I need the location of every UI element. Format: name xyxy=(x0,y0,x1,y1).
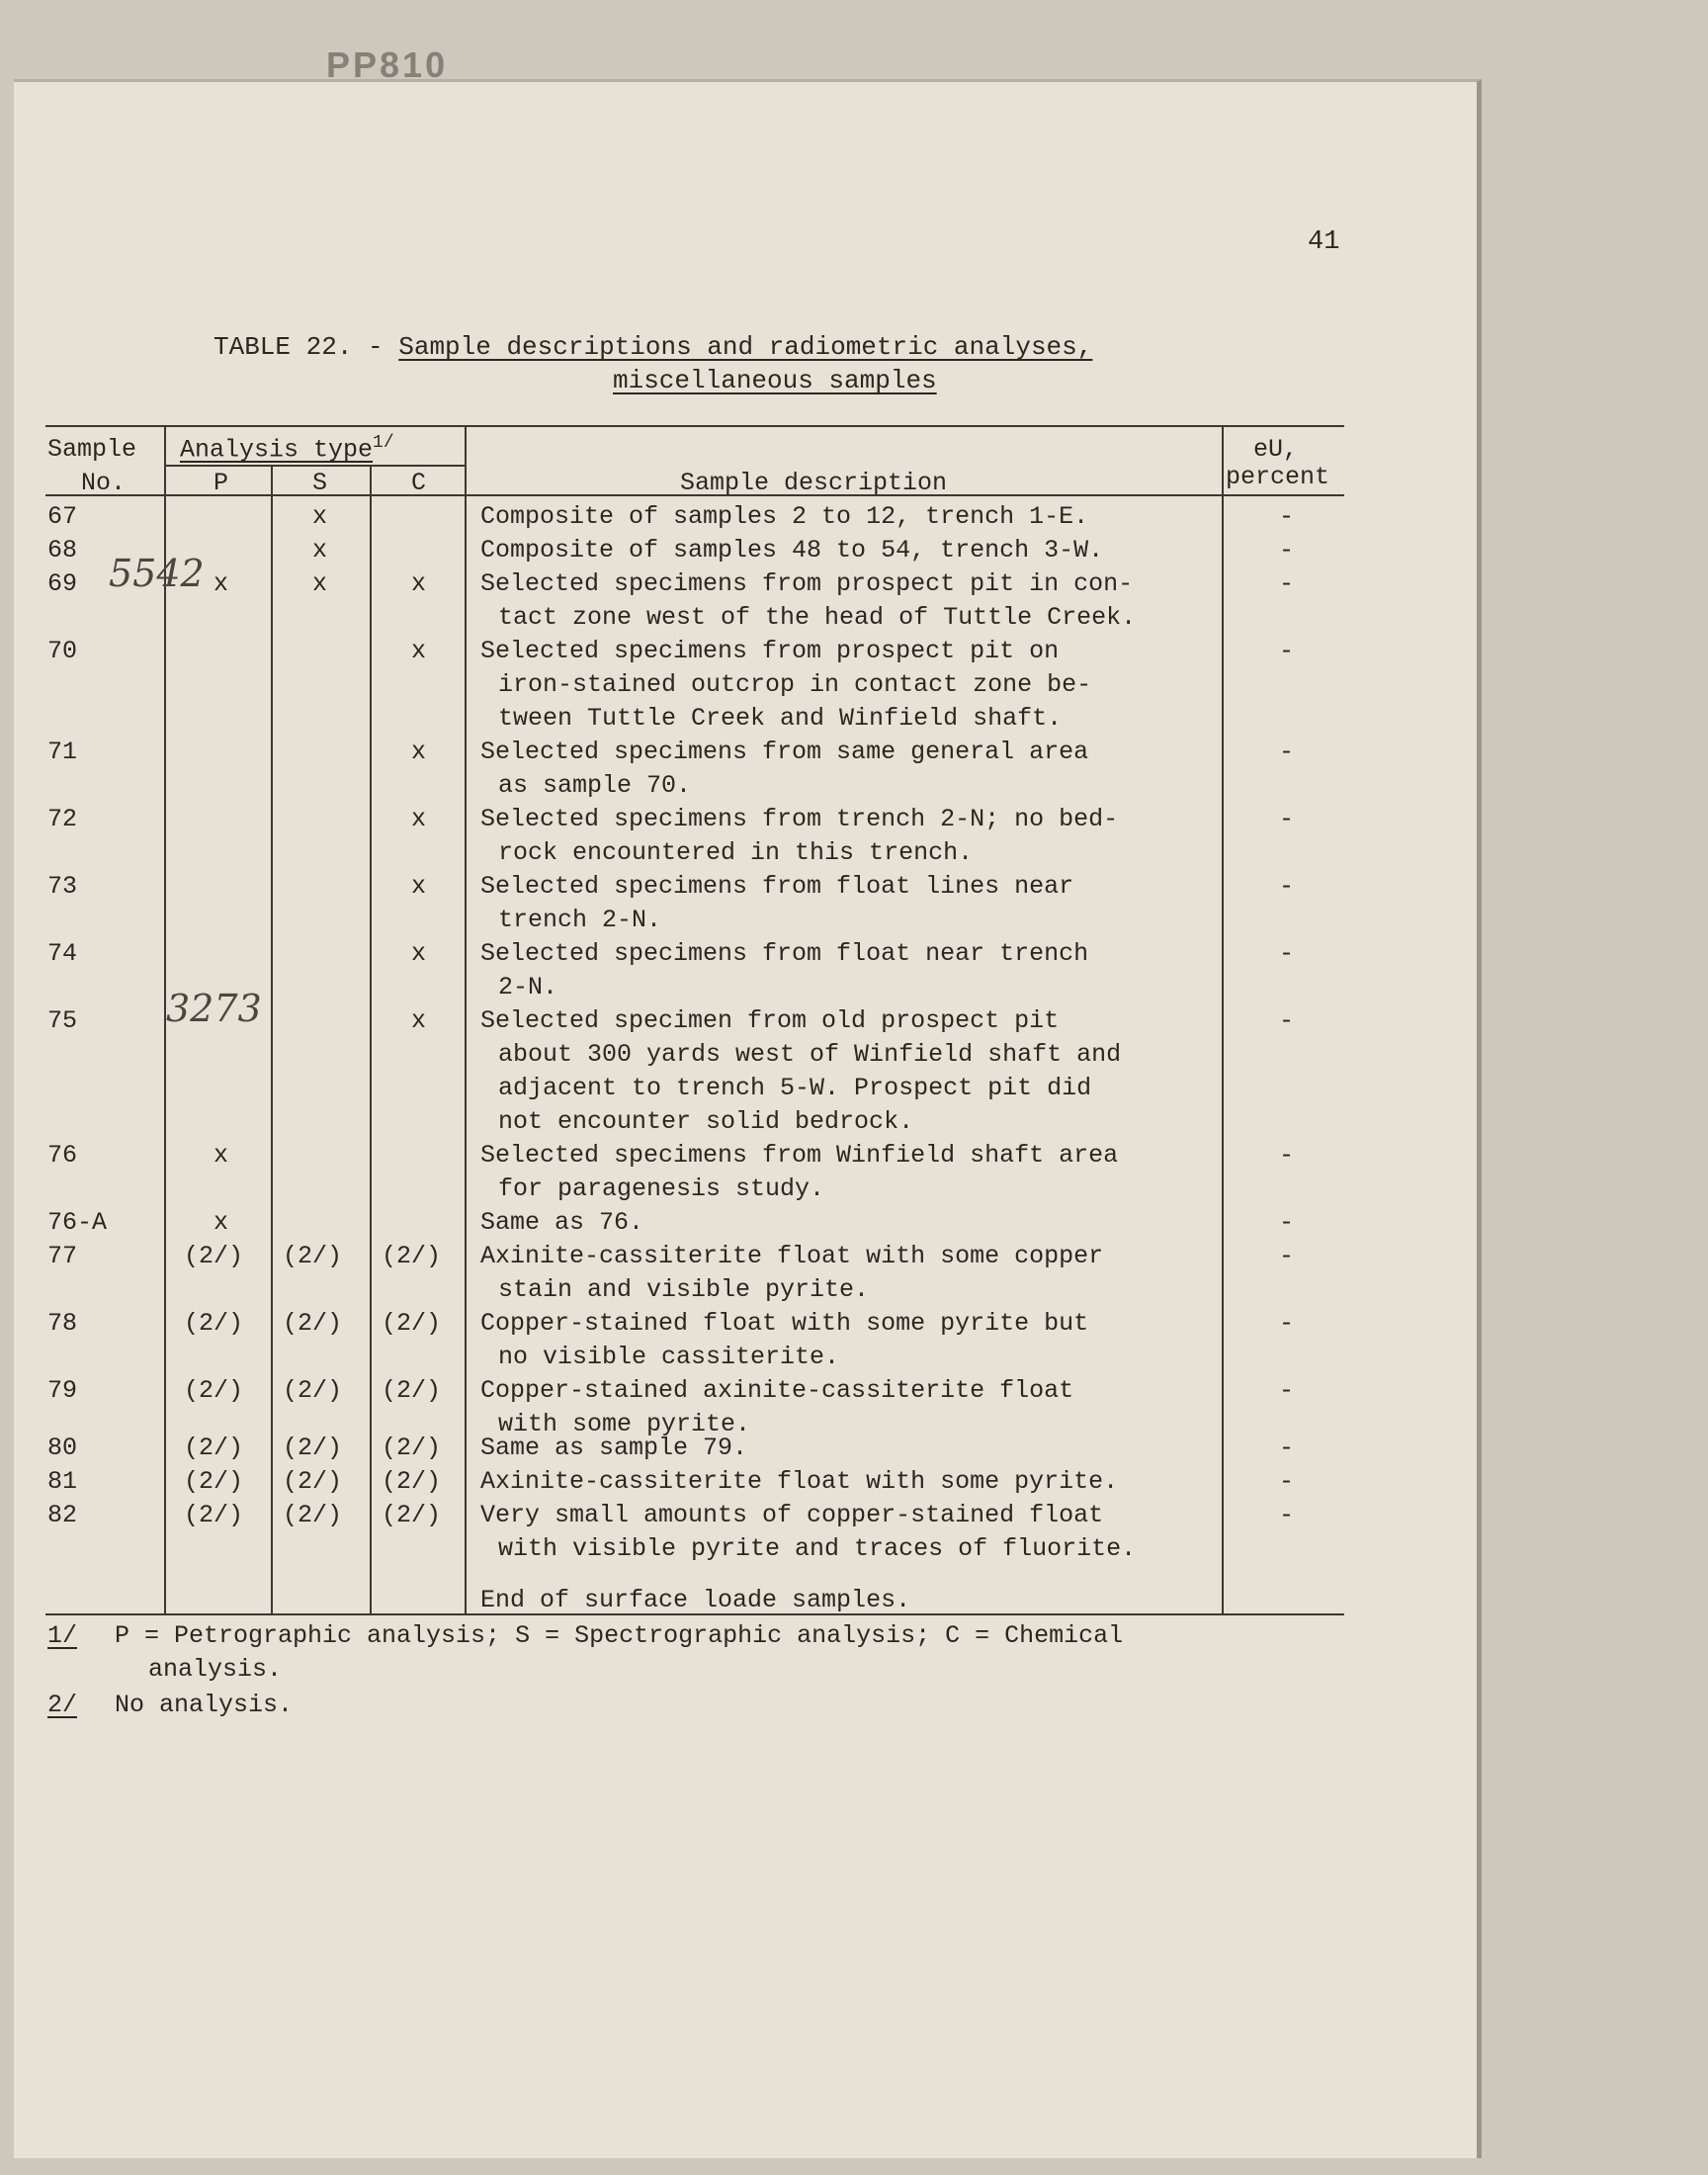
description-line: Axinite-cassiterite float with some copper xyxy=(480,1242,1104,1270)
analysis-c: x xyxy=(411,939,427,968)
analysis-p: (2/) xyxy=(184,1467,244,1496)
eu-percent: - xyxy=(1279,738,1295,766)
analysis-s: (2/) xyxy=(283,1501,343,1529)
sample-description xyxy=(480,1307,1232,1374)
header-eu: eU, xyxy=(1253,435,1299,464)
sample-description xyxy=(480,635,1232,736)
eu-percent: - xyxy=(1279,1309,1295,1338)
analysis-c: (2/) xyxy=(382,1434,442,1462)
analysis-p: x xyxy=(214,1141,229,1170)
description-line: not encounter solid bedrock. xyxy=(498,1107,914,1136)
footnote-2-mark: 2/ xyxy=(47,1691,78,1719)
analysis-c: x xyxy=(411,1006,427,1035)
description-line: Composite of samples 48 to 54, trench 3-W. xyxy=(480,536,1104,565)
sample-number: 72 xyxy=(47,805,78,833)
eu-percent: - xyxy=(1279,939,1295,968)
footnote-1-text: P = Petrographic analysis; S = Spectrographic analysis; C = Chemical xyxy=(115,1621,1124,1650)
description-line: tact zone west of the head of Tuttle Creek. xyxy=(498,603,1137,632)
analysis-s: (2/) xyxy=(283,1434,343,1462)
eu-percent: - xyxy=(1279,1434,1295,1462)
description-line: Selected specimens from prospect pit in con- xyxy=(480,569,1134,598)
analysis-c: x xyxy=(411,805,427,833)
description-line: Composite of samples 2 to 12, trench 1-E. xyxy=(480,502,1089,531)
sample-description xyxy=(480,1240,1232,1307)
footnote-1-text-cont: analysis. xyxy=(148,1655,283,1684)
analysis-c: (2/) xyxy=(382,1242,442,1270)
eu-percent: - xyxy=(1279,569,1295,598)
eu-percent: - xyxy=(1279,1208,1295,1237)
description-line: Same as 76. xyxy=(480,1208,644,1237)
description-line: tween Tuttle Creek and Winfield shaft. xyxy=(498,704,1063,733)
description-line: no visible cassiterite. xyxy=(498,1343,840,1371)
eu-percent: - xyxy=(1279,1006,1295,1035)
sample-number: 71 xyxy=(47,738,78,766)
sample-number: 79 xyxy=(47,1376,78,1405)
sample-number: 82 xyxy=(47,1501,78,1529)
sample-description xyxy=(480,736,1232,803)
footnote-1-mark: 1/ xyxy=(47,1621,78,1650)
description-line: Selected specimens from same general area xyxy=(480,738,1089,766)
table-top-rule xyxy=(45,425,1344,427)
sample-description xyxy=(480,803,1232,870)
analysis-c: x xyxy=(411,637,427,665)
header-s: S xyxy=(312,469,328,497)
description-line: adjacent to trench 5-W. Prospect pit did xyxy=(498,1074,1092,1102)
eu-percent: - xyxy=(1279,872,1295,901)
sample-description xyxy=(480,1206,1232,1240)
analysis-p: (2/) xyxy=(184,1434,244,1462)
analysis-s: (2/) xyxy=(283,1376,343,1405)
sample-number: 78 xyxy=(47,1309,78,1338)
sample-number: 68 xyxy=(47,536,78,565)
eu-percent: - xyxy=(1279,1141,1295,1170)
analysis-p: (2/) xyxy=(184,1376,244,1405)
analysis-s: (2/) xyxy=(283,1242,343,1270)
analysis-p: x xyxy=(214,569,229,598)
description-line: trench 2-N. xyxy=(498,906,662,934)
analysis-p: (2/) xyxy=(184,1309,244,1338)
table-title xyxy=(214,332,1092,362)
header-description: Sample description xyxy=(680,469,948,497)
sample-number: 75 xyxy=(47,1006,78,1035)
sample-number: 69 xyxy=(47,569,78,598)
analysis-p: (2/) xyxy=(184,1242,244,1270)
page-number: 41 xyxy=(1308,227,1340,257)
description-line: Copper-stained float with some pyrite but xyxy=(480,1309,1089,1338)
sample-description xyxy=(480,1139,1232,1206)
description-line: Very small amounts of copper-stained float xyxy=(480,1501,1104,1529)
sample-description xyxy=(480,1004,1232,1139)
description-line: Copper-stained axinite-cassiterite float xyxy=(480,1376,1074,1405)
analysis-p: (2/) xyxy=(184,1501,244,1529)
analysis-c: (2/) xyxy=(382,1501,442,1529)
column-divider-s xyxy=(370,465,372,1613)
description-line: about 300 yards west of Winfield shaft and xyxy=(498,1040,1122,1069)
table-title-line1: Sample descriptions and radiometric analyses, xyxy=(398,332,1093,362)
analysis-p: x xyxy=(214,1208,229,1237)
sample-description xyxy=(480,534,1232,567)
eu-percent: - xyxy=(1279,1501,1295,1529)
sample-description xyxy=(480,1465,1232,1499)
table-title-label: TABLE 22. - xyxy=(214,332,399,362)
page-stamp: PP810 xyxy=(326,44,449,85)
description-line: Axinite-cassiterite float with some pyrite. xyxy=(480,1467,1119,1496)
description-line: iron-stained outcrop in contact zone be- xyxy=(498,670,1092,699)
sample-number: 76-A xyxy=(47,1208,108,1237)
description-line: for paragenesis study. xyxy=(498,1174,825,1203)
eu-percent: - xyxy=(1279,637,1295,665)
column-divider-p xyxy=(271,465,273,1613)
header-p: P xyxy=(214,469,229,497)
eu-percent: - xyxy=(1279,502,1295,531)
eu-percent: - xyxy=(1279,1376,1295,1405)
description-line: Same as sample 79. xyxy=(480,1434,748,1462)
analysis-s: x xyxy=(312,569,328,598)
footnote-2-text: No analysis. xyxy=(115,1691,294,1719)
description-line: Selected specimens from float near trench xyxy=(480,939,1089,968)
header-c: C xyxy=(411,469,427,497)
sample-number: 70 xyxy=(47,637,78,665)
sample-number: 76 xyxy=(47,1141,78,1170)
analysis-c: x xyxy=(411,872,427,901)
description-line: with some pyrite. xyxy=(498,1410,751,1438)
header-percent: percent xyxy=(1226,463,1330,491)
column-divider-c xyxy=(465,425,467,1613)
sample-number: 74 xyxy=(47,939,78,968)
description-line: rock encountered in this trench. xyxy=(498,838,974,867)
description-line: Selected specimens from trench 2-N; no bed- xyxy=(480,805,1119,833)
eu-percent: - xyxy=(1279,805,1295,833)
sample-description xyxy=(480,1499,1232,1566)
header-analysis-type: Analysis type$^{1/}$ xyxy=(180,433,394,465)
description-line: Selected specimen from old prospect pit xyxy=(480,1006,1060,1035)
sample-number: 73 xyxy=(47,872,78,901)
sample-number: 77 xyxy=(47,1242,78,1270)
sample-description xyxy=(480,500,1232,534)
description-line: 2-N. xyxy=(498,973,558,1001)
analysis-s: x xyxy=(312,536,328,565)
analysis-c: (2/) xyxy=(382,1309,442,1338)
handwritten-note-75: 3273 xyxy=(166,987,262,1030)
analysis-type-rule xyxy=(164,465,465,467)
description-line: Selected specimens from float lines near xyxy=(480,872,1074,901)
eu-percent: - xyxy=(1279,536,1295,565)
analysis-s: (2/) xyxy=(283,1467,343,1496)
sample-number: 67 xyxy=(47,502,78,531)
sample-description xyxy=(480,1432,1232,1465)
description-line: Selected specimens from Winfield shaft area xyxy=(480,1141,1119,1170)
eu-percent: - xyxy=(1279,1242,1295,1270)
header-sample: Sample xyxy=(47,435,137,464)
header-no: No. xyxy=(81,469,127,497)
analysis-c: (2/) xyxy=(382,1376,442,1405)
eu-percent: - xyxy=(1279,1467,1295,1496)
analysis-s: (2/) xyxy=(283,1309,343,1338)
header-footnote-ref: 1/ xyxy=(373,433,394,453)
sample-number: 80 xyxy=(47,1434,78,1462)
description-line: Selected specimens from prospect pit on xyxy=(480,637,1060,665)
sample-description xyxy=(480,870,1232,937)
sample-description xyxy=(480,937,1232,1004)
description-line: as sample 70. xyxy=(498,771,692,800)
analysis-c: (2/) xyxy=(382,1467,442,1496)
table-title-line2: miscellaneous samples xyxy=(613,366,937,395)
sample-description xyxy=(480,567,1232,635)
end-note: End of surface loade samples. xyxy=(480,1586,911,1614)
analysis-c: x xyxy=(411,738,427,766)
analysis-s: x xyxy=(312,502,328,531)
sample-number: 81 xyxy=(47,1467,78,1496)
analysis-c: x xyxy=(411,569,427,598)
description-line: with visible pyrite and traces of fluorite. xyxy=(498,1534,1137,1563)
description-line: stain and visible pyrite. xyxy=(498,1275,870,1304)
handwritten-note-69: 5542 xyxy=(109,552,205,595)
